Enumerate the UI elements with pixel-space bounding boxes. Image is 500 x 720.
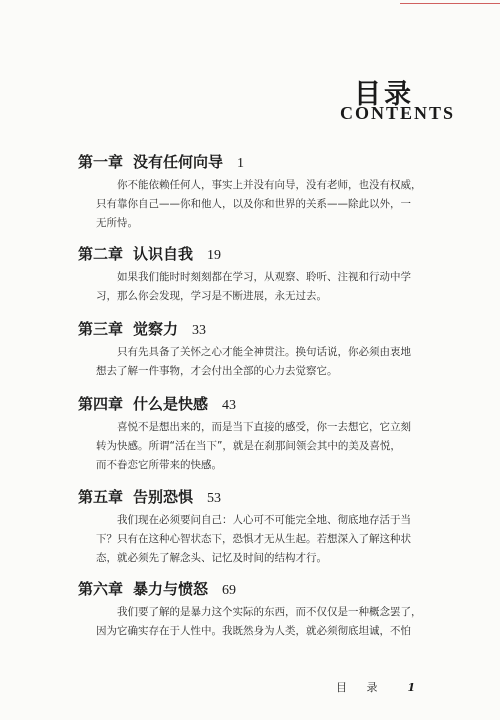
summary-line: 而不眷恋它所带来的快感。 bbox=[96, 459, 222, 471]
summary-line: 你不能依赖任何人，事实上并没有向导，没有老师，也没有权威， bbox=[117, 179, 422, 191]
top-edge-rule bbox=[400, 3, 500, 4]
summary-line: 我们要了解的是暴力这个实际的东西，而不仅仅是一种概念罢了， bbox=[117, 606, 422, 618]
summary-line: 下？只有在这种心智状态下，恐惧才无从生起。若想深入了解这种状 bbox=[96, 533, 411, 545]
toc-title-chinese: 目录 bbox=[354, 79, 414, 110]
page-footer bbox=[336, 681, 415, 695]
footer-page-number: 1 bbox=[407, 681, 416, 694]
chapter-name: 什么是快感 bbox=[133, 395, 209, 413]
chapter-page-number: 19 bbox=[207, 248, 222, 263]
chapter-name: 没有任何向导 bbox=[133, 153, 224, 171]
summary-line: 无所恃。 bbox=[96, 217, 138, 229]
summary-line: 想去了解一件事物，才会付出全部的心力去觉察它。 bbox=[96, 365, 338, 377]
chapter-summary bbox=[96, 418, 416, 475]
toc-title-english: CONTENTS bbox=[340, 103, 456, 123]
chapter-name: 暴力与愤怒 bbox=[133, 580, 209, 598]
chapter-number: 第六章 bbox=[78, 580, 124, 598]
summary-line: 如果我们能时时刻刻都在学习，从观察、聆听、注视和行动中学 bbox=[117, 271, 411, 283]
chapter-heading[interactable] bbox=[78, 320, 206, 340]
chapter-summary bbox=[96, 603, 422, 641]
chapter-number: 第一章 bbox=[78, 153, 124, 171]
chapter-summary bbox=[96, 268, 416, 306]
chapter-summary bbox=[96, 511, 416, 568]
chapter-page-number: 53 bbox=[207, 491, 222, 506]
summary-line: 习，那么你会发现，学习是不断进展，永无过去。 bbox=[96, 290, 327, 302]
summary-line: 因为它确实存在于人性中。我既然身为人类，就必须彻底坦诚，不怕 bbox=[96, 625, 411, 637]
chapter-page-number: 69 bbox=[222, 583, 237, 598]
summary-line: 只有先具备了关怀之心才能全神贯注。换句话说，你必须由衷地 bbox=[117, 346, 411, 358]
chapter-heading[interactable] bbox=[78, 395, 236, 415]
chapter-heading[interactable] bbox=[78, 488, 221, 508]
footer-section-label: 目 录 bbox=[336, 681, 386, 694]
chapter-summary bbox=[96, 343, 416, 381]
chapter-heading[interactable] bbox=[78, 245, 221, 265]
chapter-number: 第二章 bbox=[78, 245, 124, 263]
summary-line: 转为快感。所谓“活在当下”，就是在刹那间领会其中的美及喜悦， bbox=[96, 440, 401, 452]
chapter-number: 第五章 bbox=[78, 488, 124, 506]
chapter-page-number: 33 bbox=[192, 323, 207, 338]
chapter-page-number: 1 bbox=[237, 156, 245, 171]
summary-line: 喜悦不是想出来的，而是当下直接的感受，你一去想它，它立刻 bbox=[117, 421, 411, 433]
chapter-number: 第四章 bbox=[78, 395, 124, 413]
chapter-number: 第三章 bbox=[78, 320, 124, 338]
chapter-heading[interactable] bbox=[78, 580, 236, 600]
summary-line: 只有靠你自己——你和他人，以及你和世界的关系——除此以外，一 bbox=[96, 198, 411, 210]
chapter-name: 告别恐惧 bbox=[133, 488, 194, 506]
chapter-name: 认识自我 bbox=[133, 245, 194, 263]
toc-title bbox=[336, 80, 456, 126]
chapter-page-number: 43 bbox=[222, 398, 237, 413]
chapter-summary bbox=[96, 176, 422, 233]
chapter-name: 觉察力 bbox=[133, 320, 179, 338]
summary-line: 态，就必须先了解念头、记忆及时间的结构才行。 bbox=[96, 552, 327, 564]
summary-line: 我们现在必须要问自己：人心可不可能完全地、彻底地存活于当 bbox=[117, 514, 411, 526]
chapter-heading[interactable] bbox=[78, 153, 244, 173]
